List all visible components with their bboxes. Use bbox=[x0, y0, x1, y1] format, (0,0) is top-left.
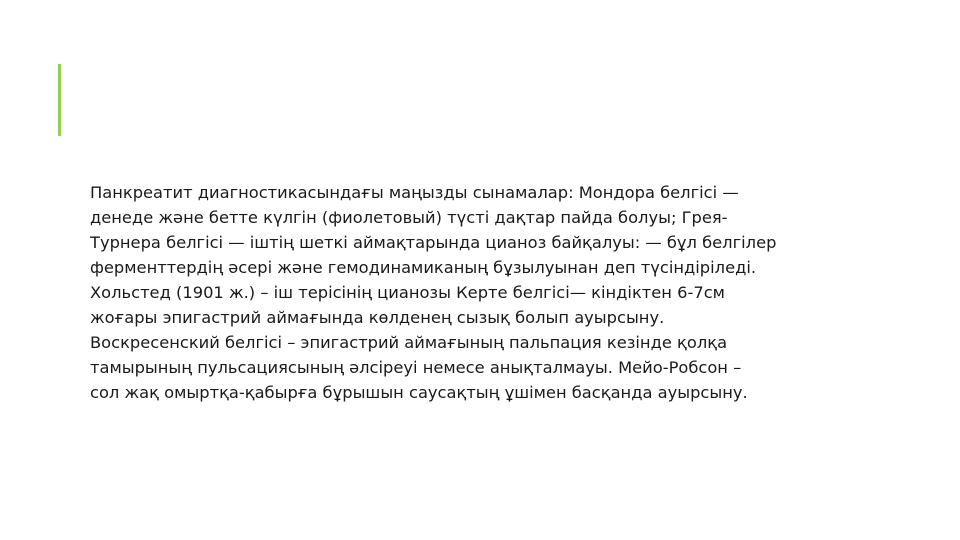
body-text-line: тамырының пульсациясының әлсіреуі немесе анықталмауы. Мейо-Робсон – bbox=[90, 358, 742, 377]
body-text-line: Турнера белгісі — іштің шеткі аймақтарында цианоз байқалуы: — бұл белгілер bbox=[90, 233, 777, 252]
body-text-line: ферменттердің әсері және гемодинамиканың бұзылуынан деп түсіндіріледі. bbox=[90, 258, 757, 277]
body-text-line: жоғары эпигастрий аймағында көлденең сызық болып ауырсыну. bbox=[90, 308, 665, 327]
body-text-line: Хольстед (1901 ж.) – іш терісінің цианозы Керте белгісі— кіндіктен 6-7см bbox=[90, 283, 725, 302]
body-text-line: Воскресенский белгісі – эпигастрий аймағының пальпация кезінде қолқа bbox=[90, 333, 728, 352]
body-text-line: денеде және бетте күлгін (фиолетовый) түсті дақтар пайда болуы; Грея- bbox=[90, 208, 728, 227]
body-text-line: сол жақ омыртқа-қабырға бұрышын саусақтың ұшімен басқанда ауырсыну. bbox=[90, 383, 748, 402]
body-text-line: Панкреатит диагностикасындағы маңызды сынамалар: Мондора белгісі — bbox=[90, 183, 739, 202]
accent-bar bbox=[58, 64, 61, 136]
body-text bbox=[90, 180, 850, 405]
